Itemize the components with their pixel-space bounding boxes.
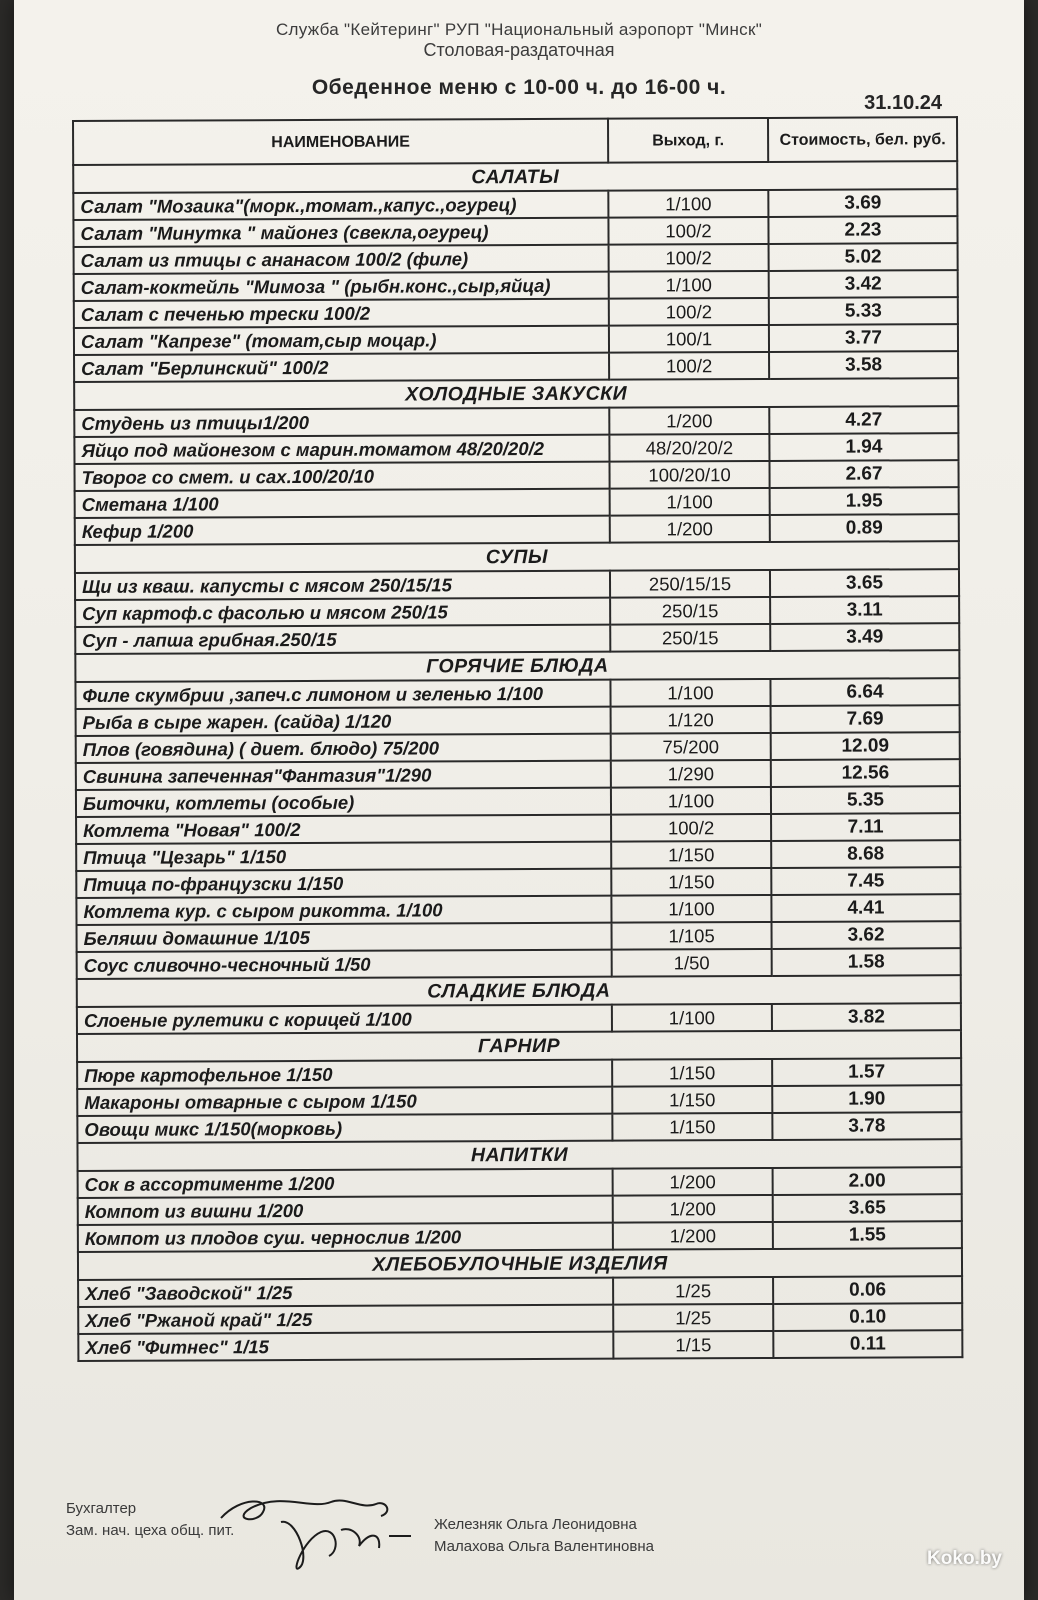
item-name: Пюре картофельное 1/150 (77, 1060, 612, 1089)
menu-item-row (74, 406, 958, 437)
section-title: ГАРНИР (77, 1030, 961, 1062)
section-header-row (77, 1030, 961, 1062)
item-name: Хлеб "Заводской" 1/25 (78, 1278, 613, 1307)
menu-item-row (78, 1303, 962, 1334)
item-portion: 1/200 (613, 1222, 773, 1250)
item-name: Птица по-французски 1/150 (76, 869, 611, 898)
item-portion: 1/25 (613, 1304, 773, 1332)
menu-item-row (75, 514, 959, 545)
item-portion: 1/100 (609, 271, 769, 299)
item-portion: 75/200 (611, 733, 771, 761)
item-portion: 1/150 (612, 1059, 772, 1087)
menu-item-row (75, 569, 959, 600)
menu-table (72, 116, 963, 1362)
item-portion: 1/200 (613, 1168, 773, 1196)
item-name: Беляши домашние 1/105 (77, 923, 612, 952)
section-title: СУПЫ (75, 541, 959, 573)
section-title: НАПИТКИ (77, 1139, 961, 1171)
role-deputy-head: Зам. нач. цеха общ. пит. (66, 1522, 235, 1539)
menu-item-row (76, 786, 960, 817)
section-header-row (74, 378, 958, 410)
item-name: Свинина запеченная"Фантазия"1/290 (76, 761, 611, 790)
item-price: 8.68 (771, 840, 960, 868)
item-price: 4.27 (769, 406, 958, 434)
menu-item-row (77, 1058, 961, 1089)
item-name: Суп картоф.с фасолью и мясом 250/15 (75, 598, 610, 627)
item-portion: 1/100 (608, 190, 768, 218)
item-price: 3.42 (769, 270, 958, 298)
item-portion: 1/50 (612, 949, 772, 977)
menu-item-row (76, 840, 960, 871)
item-portion: 1/100 (610, 679, 770, 707)
item-portion: 100/2 (609, 298, 769, 326)
item-name: Соус сливочно-чесночный 1/50 (77, 950, 612, 979)
column-header-price: Стоимость, бел. руб. (768, 117, 957, 162)
item-price: 12.09 (771, 732, 960, 760)
person-accountant: Железняк Ольга Леонидовна (434, 1516, 637, 1533)
menu-item-row (75, 596, 959, 627)
item-price: 3.58 (769, 351, 958, 379)
section-header-row (77, 1139, 961, 1171)
item-portion: 1/100 (611, 895, 771, 923)
item-price: 3.65 (770, 569, 959, 597)
section-header-row (75, 650, 959, 682)
item-portion: 250/15 (610, 597, 770, 625)
menu-item-row (75, 487, 959, 518)
table-header-row (73, 117, 957, 165)
item-price: 5.33 (769, 297, 958, 325)
item-name: Слоеные рулетики с корицей 1/100 (77, 1005, 612, 1034)
menu-item-row (76, 759, 960, 790)
item-name: Котлета "Новая" 100/2 (76, 815, 611, 844)
column-header-name: НАИМЕНОВАНИЕ (73, 119, 608, 165)
item-portion: 1/120 (611, 706, 771, 734)
item-portion: 100/1 (609, 325, 769, 353)
item-name: Студень из птицы1/200 (74, 408, 609, 437)
item-name: Суп - лапша грибная.250/15 (75, 625, 610, 654)
item-price: 3.77 (769, 324, 958, 352)
menu-sheet (14, 0, 1024, 1600)
menu-item-row (75, 678, 959, 709)
item-price: 3.11 (770, 596, 959, 624)
section-title: СЛАДКИЕ БЛЮДА (77, 975, 961, 1007)
menu-item-row (74, 270, 958, 301)
item-price: 3.49 (770, 623, 959, 651)
item-price: 7.45 (771, 867, 960, 895)
item-price: 0.89 (770, 514, 959, 542)
item-portion: 250/15/15 (610, 570, 770, 598)
item-price: 2.23 (768, 216, 957, 244)
item-price: 0.06 (773, 1276, 962, 1304)
menu-item-row (75, 460, 959, 491)
column-header-portion: Выход, г. (608, 118, 768, 163)
role-accountant: Бухгалтер (66, 1500, 137, 1517)
item-portion: 1/100 (610, 488, 770, 516)
item-name: Компот из вишни 1/200 (78, 1196, 613, 1225)
item-name: Салат из птицы с ананасом 100/2 (филе) (74, 245, 609, 274)
section-title: ГОРЯЧИЕ БЛЮДА (75, 650, 959, 682)
item-name: Салат "Берлинский" 100/2 (74, 353, 609, 382)
item-price: 5.02 (769, 243, 958, 271)
menu-table-body (73, 117, 962, 1361)
watermark: Koko.by (927, 1548, 1002, 1569)
signature-block (66, 1500, 1006, 1590)
person-deputy-head: Малахова Ольга Валентиновна (434, 1538, 654, 1555)
item-price: 1.55 (773, 1221, 962, 1249)
item-portion: 1/150 (612, 1113, 772, 1141)
item-price: 1.57 (772, 1058, 961, 1086)
item-name: Салат "Капрезе" (томат,сыр моцар.) (74, 326, 609, 355)
item-portion: 1/100 (611, 787, 771, 815)
item-portion: 1/105 (612, 922, 772, 950)
item-price: 3.78 (772, 1112, 961, 1140)
menu-item-row (76, 894, 960, 925)
item-portion: 1/150 (611, 841, 771, 869)
item-portion: 1/25 (613, 1277, 773, 1305)
item-price: 6.64 (770, 678, 959, 706)
item-portion: 1/200 (610, 515, 770, 543)
menu-item-row (78, 1330, 962, 1361)
item-portion: 1/15 (613, 1331, 773, 1359)
item-portion: 100/2 (611, 814, 771, 842)
menu-date: 31.10.24 (864, 92, 942, 114)
item-price: 12.56 (771, 759, 960, 787)
menu-item-row (74, 433, 958, 464)
item-price: 3.62 (772, 921, 961, 949)
menu-item-row (74, 324, 958, 355)
menu-item-row (75, 623, 959, 654)
item-price: 7.69 (771, 705, 960, 733)
item-name: Яйцо под майонезом с марин.томатом 48/20/20/2 (74, 435, 609, 464)
item-name: Котлета кур. с сыром рикотта. 1/100 (76, 896, 611, 925)
item-portion: 1/290 (611, 760, 771, 788)
item-name: Творог со смет. и сах.100/20/10 (75, 462, 610, 491)
item-name: Сок в ассортименте 1/200 (78, 1169, 613, 1198)
organization-name: Служба "Кейтеринг" РУП "Национальный аэропорт "Минск" (275, 20, 763, 39)
item-portion: 100/20/10 (609, 461, 769, 489)
menu-item-row (77, 1085, 961, 1116)
item-name: Щи из кваш. капусты с мясом 250/15/15 (75, 571, 610, 600)
item-portion: 1/200 (609, 407, 769, 435)
menu-item-row (74, 351, 958, 382)
section-title: ХОЛОДНЫЕ ЗАКУСКИ (74, 378, 958, 410)
item-price: 2.00 (773, 1167, 962, 1195)
item-portion: 1/100 (612, 1004, 772, 1032)
item-name: Салат "Мозаика"(морк.,томат.,капус.,огурец) (73, 191, 608, 220)
item-portion: 100/2 (609, 244, 769, 272)
item-name: Хлеб "Фитнес" 1/15 (78, 1332, 613, 1361)
menu-item-row (76, 705, 960, 736)
menu-title: Обеденное меню с 10-00 ч. до 16-00 ч. (311, 76, 727, 99)
item-price: 0.11 (773, 1330, 962, 1358)
item-name: Рыба в сыре жарен. (сайда) 1/120 (76, 707, 611, 736)
item-price: 3.69 (768, 189, 957, 217)
item-name: Хлеб "Ржаной край" 1/25 (78, 1305, 613, 1334)
item-price: 2.67 (769, 460, 958, 488)
item-name: Сметана 1/100 (75, 489, 610, 518)
menu-item-row (77, 948, 961, 979)
menu-item-row (76, 732, 960, 763)
section-title: САЛАТЫ (73, 161, 957, 193)
menu-item-row (73, 189, 957, 220)
menu-item-row (76, 813, 960, 844)
item-price: 5.35 (771, 786, 960, 814)
handwritten-signature (211, 1490, 441, 1580)
item-portion: 1/200 (613, 1195, 773, 1223)
menu-item-row (77, 1003, 961, 1034)
item-name: Салат-коктейль "Мимоза " (рыбн.конс.,сыр,яйца) (74, 272, 609, 301)
menu-item-row (78, 1167, 962, 1198)
item-name: Салат "Минутка " майонез (свекла,огурец) (73, 218, 608, 247)
item-name: Овощи микс 1/150(морковь) (77, 1114, 612, 1143)
section-title: ХЛЕБОБУЛОЧНЫЕ ИЗДЕЛИЯ (78, 1248, 962, 1280)
item-price: 7.11 (771, 813, 960, 841)
menu-item-row (78, 1221, 962, 1252)
item-portion: 1/150 (612, 1086, 772, 1114)
menu-item-row (77, 921, 961, 952)
item-price: 1.95 (770, 487, 959, 515)
menu-item-row (76, 867, 960, 898)
item-name: Филе скумбрии ,запеч.с лимоном и зеленью 1/100 (75, 680, 610, 709)
section-header-row (73, 161, 957, 193)
item-price: 1.90 (772, 1085, 961, 1113)
menu-item-row (78, 1194, 962, 1225)
item-name: Кефир 1/200 (75, 516, 610, 545)
section-header-row (77, 975, 961, 1007)
menu-item-row (78, 1276, 962, 1307)
menu-item-row (77, 1112, 961, 1143)
item-price: 1.94 (769, 433, 958, 461)
item-portion: 250/15 (610, 624, 770, 652)
item-name: Макароны отварные с сыром 1/150 (77, 1087, 612, 1116)
item-name: Салат с печенью трески 100/2 (74, 299, 609, 328)
section-header-row (78, 1248, 962, 1280)
item-portion: 48/20/20/2 (609, 434, 769, 462)
item-portion: 100/2 (608, 217, 768, 245)
item-name: Компот из плодов суш. чернослив 1/200 (78, 1223, 613, 1252)
item-name: Биточки, котлеты (особые) (76, 788, 611, 817)
menu-item-row (74, 243, 958, 274)
menu-item-row (73, 216, 957, 247)
item-price: 4.41 (771, 894, 960, 922)
section-header-row (75, 541, 959, 573)
item-name: Птица "Цезарь" 1/150 (76, 842, 611, 871)
canteen-name: Столовая-раздаточная (423, 40, 615, 60)
item-name: Плов (говядина) ( диет. блюдо) 75/200 (76, 734, 611, 763)
item-portion: 100/2 (609, 352, 769, 380)
item-price: 3.82 (772, 1003, 961, 1031)
item-price: 3.65 (773, 1194, 962, 1222)
menu-item-row (74, 297, 958, 328)
item-price: 0.10 (773, 1303, 962, 1331)
item-price: 1.58 (772, 948, 961, 976)
item-portion: 1/150 (611, 868, 771, 896)
